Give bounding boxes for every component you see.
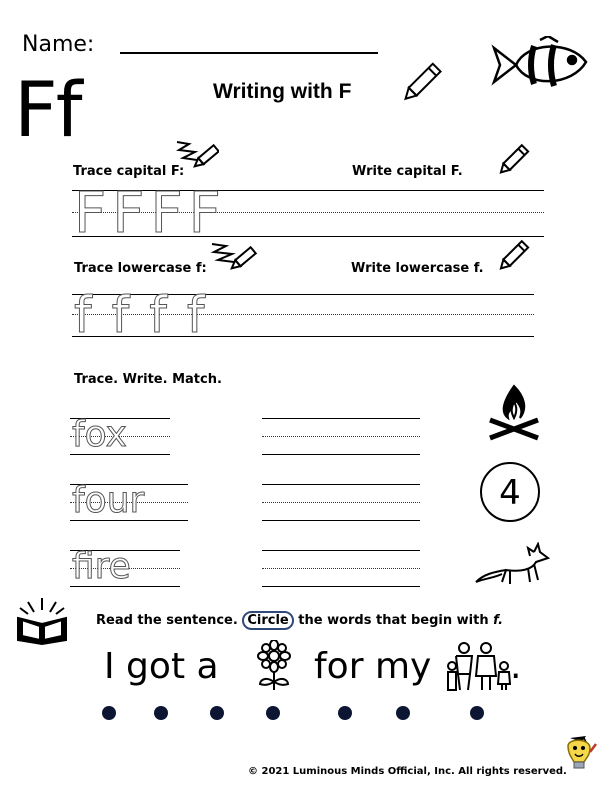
write-base-line[interactable] <box>262 520 420 521</box>
write-top-line <box>262 550 420 551</box>
word-dot <box>470 706 484 720</box>
sentence-part-1[interactable]: I got a <box>104 646 219 687</box>
trace-lowercase-letters <box>74 286 225 344</box>
campfire-icon[interactable] <box>484 382 544 442</box>
number-four-text: 4 <box>499 473 521 513</box>
trace-capital-label: Trace capital F: <box>73 164 185 179</box>
trace-capital-letters <box>74 181 227 246</box>
name-write-line[interactable] <box>120 52 378 54</box>
trace-word-fire: fire <box>72 546 131 587</box>
write-base-line[interactable] <box>262 586 420 587</box>
pencil-icon <box>398 54 452 106</box>
family-icon[interactable] <box>446 640 512 692</box>
circle-word: Circle <box>242 611 293 630</box>
pencil-tracing-icon <box>210 240 258 274</box>
trace-word-four: four <box>72 480 145 521</box>
open-book-icon <box>14 596 70 646</box>
trace-letter: F <box>150 181 189 246</box>
trace-lowercase-label: Trace lowercase f: <box>74 261 207 276</box>
word-dot <box>266 706 280 720</box>
copyright-text: © 2021 Luminous Minds Official, Inc. All rights reserved. <box>248 766 567 777</box>
name-label: Name: <box>22 32 95 57</box>
trace-word-fox: fox <box>72 414 127 455</box>
write-top-line <box>262 484 420 485</box>
write-mid-line <box>262 568 420 569</box>
trace-letter: F <box>74 181 113 246</box>
sentence-part-2[interactable]: for my <box>314 646 432 687</box>
write-top-line <box>262 418 420 419</box>
pencil-icon <box>496 142 532 178</box>
pencil-tracing-icon <box>175 138 219 172</box>
fox-icon[interactable] <box>472 542 552 590</box>
word-dot <box>154 706 168 720</box>
write-mid-line <box>262 502 420 503</box>
trace-letter: f <box>111 286 150 344</box>
sentence-period: . <box>510 646 522 687</box>
word-dot <box>396 706 410 720</box>
trace-letter: f <box>186 286 225 344</box>
word-dot <box>210 706 224 720</box>
instr-before: Read the sentence. <box>96 613 238 628</box>
mascot-icon <box>564 734 598 780</box>
number-four-circle[interactable] <box>478 460 542 524</box>
big-letters: Ff <box>14 65 81 154</box>
pencil-icon <box>496 238 532 274</box>
word-dot <box>102 706 116 720</box>
fish-icon <box>488 36 592 94</box>
write-base-line[interactable] <box>262 454 420 455</box>
write-mid-line <box>262 436 420 437</box>
page-title: Writing with F <box>213 80 352 103</box>
trace-letter: f <box>74 286 112 344</box>
read-instructions <box>96 611 503 630</box>
write-capital-label: Write capital F. <box>352 164 463 179</box>
word-dot <box>338 706 352 720</box>
flower-icon[interactable] <box>252 640 296 692</box>
trace-letter: F <box>188 181 227 246</box>
trace-letter: f <box>149 286 187 344</box>
write-lowercase-label: Write lowercase f. <box>351 261 484 276</box>
instr-letter: f. <box>493 613 504 628</box>
trace-write-match-label: Trace. Write. Match. <box>74 372 222 387</box>
trace-letter: F <box>112 181 151 246</box>
instr-after: the words that begin with <box>298 613 489 628</box>
